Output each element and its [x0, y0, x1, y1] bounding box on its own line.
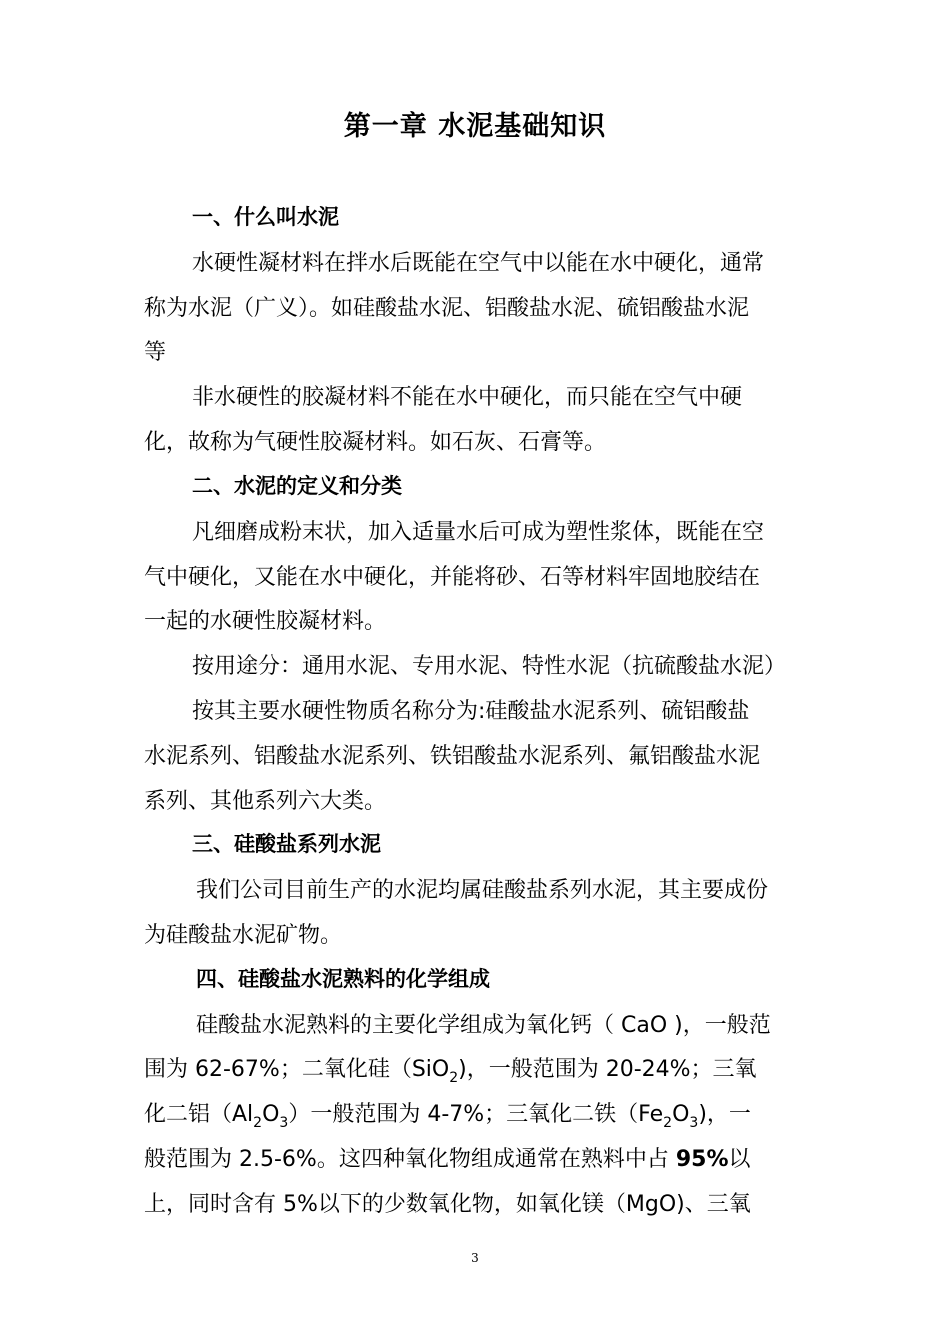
text-run: 围为 62-67%；二氧化硅（SiO — [144, 1057, 450, 1082]
paragraph-line — [144, 1052, 757, 1086]
text-run: )，一般范围为 20-24%；三氧 — [458, 1057, 757, 1082]
paragraph-line: 化，故称为气硬性胶凝材料。如石灰、石膏等。 — [144, 430, 607, 455]
section-heading-2: 二、水泥的定义和分类 — [192, 474, 402, 498]
bold-percentage: 95% — [675, 1147, 729, 1172]
subscript: 2 — [663, 1115, 673, 1131]
chapter-title: 第一章 水泥基础知识 — [343, 111, 607, 142]
paragraph-line: 非水硬性的胶凝材料不能在水中硬化，而只能在空气中硬 — [192, 385, 743, 410]
paragraph-line: 一起的水硬性胶凝材料。 — [144, 609, 387, 634]
subscript: 2 — [449, 1070, 459, 1086]
text-run: )，一 — [698, 1102, 751, 1127]
paragraph-line: 称为水泥（广义）。如硅酸盐水泥、铝酸盐水泥、硫铝酸盐水泥 — [144, 296, 750, 321]
text-run: 化二铝（Al — [144, 1102, 254, 1127]
paragraph-line — [144, 1097, 751, 1131]
paragraph-line: 水泥系列、铝酸盐水泥系列、铁铝酸盐水泥系列、氟铝酸盐水泥 — [144, 744, 761, 769]
section-heading-4: 四、硅酸盐水泥熟料的化学组成 — [196, 967, 490, 991]
paragraph-line: 我们公司目前生产的水泥均属硅酸盐系列水泥，其主要成份 — [196, 878, 769, 903]
paragraph-line: 系列、其他系列六大类。 — [144, 789, 387, 814]
section-heading-3: 三、硅酸盐系列水泥 — [192, 832, 381, 856]
text-run: O — [672, 1102, 690, 1127]
paragraph-line: 气中硬化，又能在水中硬化，并能将砂、石等材料牢固地胶结在 — [144, 565, 761, 590]
text-run: ）一般范围为 4-7%；三氧化二铁（Fe — [288, 1102, 664, 1127]
paragraph-line: 按其主要水硬性物质名称分为:硅酸盐水泥系列、硫铝酸盐 — [192, 699, 750, 724]
text-run: O — [262, 1102, 280, 1127]
paragraph-line: 等 — [144, 340, 167, 365]
paragraph-line: 上，同时含有 5%以下的少数氧化物，如氧化镁（MgO)、三氧 — [144, 1192, 751, 1217]
page-number: 3 — [471, 1251, 479, 1265]
section-heading-1: 一、什么叫水泥 — [192, 205, 339, 229]
paragraph-line — [144, 1142, 751, 1173]
paragraph-line: 按用途分：通用水泥、专用水泥、特性水泥（抗硫酸盐水泥） — [192, 654, 787, 679]
paragraph-line: 为硅酸盐水泥矿物。 — [144, 923, 343, 948]
subscript: 2 — [253, 1115, 263, 1131]
paragraph-line: 硅酸盐水泥熟料的主要化学组成为氧化钙（ CaO )，一般范 — [196, 1013, 771, 1038]
text-run: 以 — [728, 1147, 751, 1172]
text-run: 般范围为 2.5-6%。这四种氧化物组成通常在熟料中占 — [144, 1147, 676, 1172]
paragraph-line: 水硬性凝材料在拌水后既能在空气中以能在水中硬化，通常 — [192, 251, 765, 276]
paragraph-line: 凡细磨成粉末状，加入适量水后可成为塑性浆体，既能在空 — [192, 520, 765, 545]
subscript: 3 — [279, 1115, 289, 1131]
subscript: 3 — [689, 1115, 699, 1131]
